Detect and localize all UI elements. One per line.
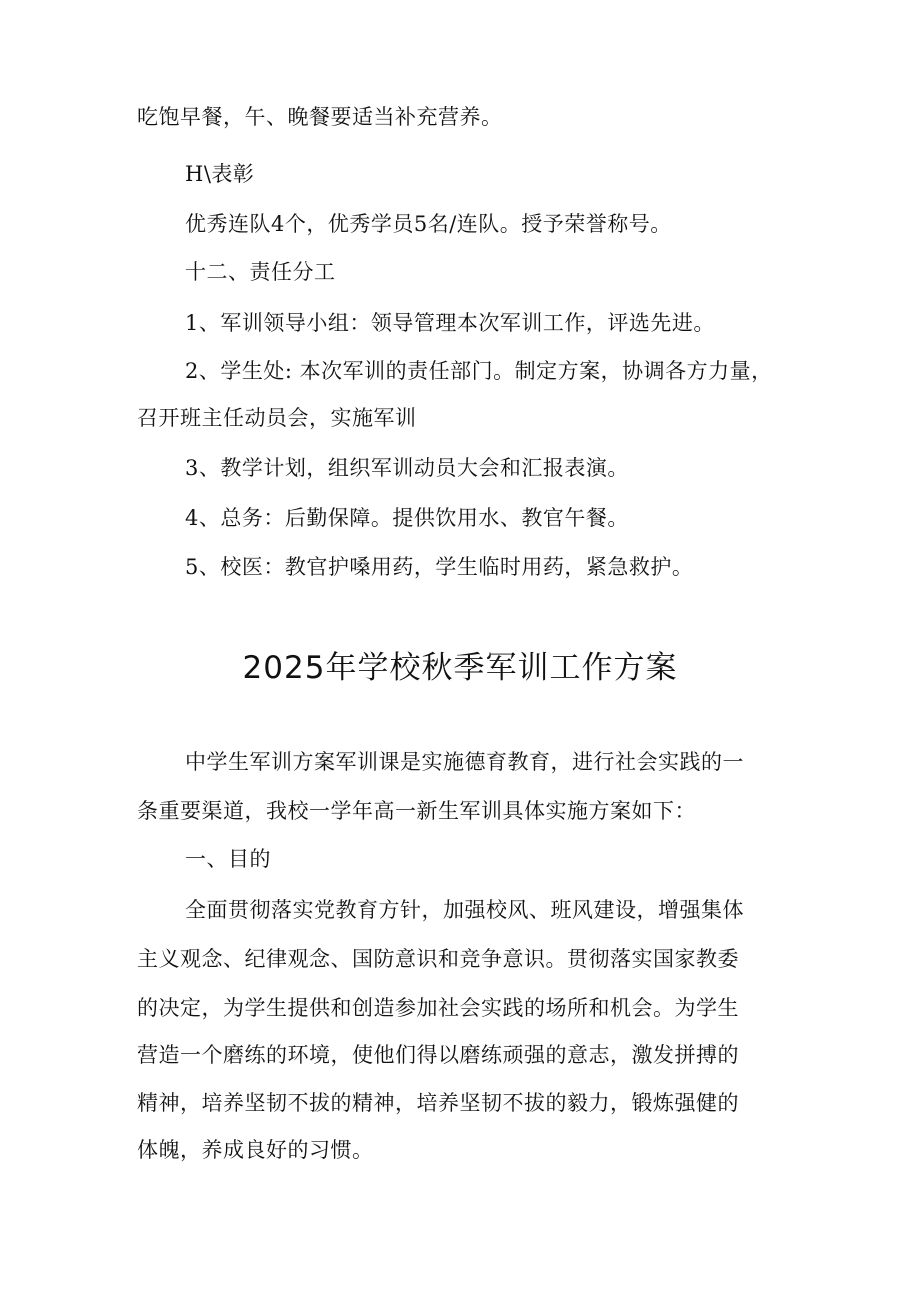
purpose-line-1: 全面贯彻落实党教育方针，加强校风、班风建设，增强集体 (185, 898, 744, 922)
list-item-student-office: 2、学生处: 本次军训的责任部门。制定方案，协调各方力量， (185, 359, 773, 383)
purpose-line-4: 营造一个磨练的环境，使他们得以磨练顽强的意志，激发拼搏的 (137, 1043, 739, 1067)
intro-line-2: 条重要渠道，我校一学年高一新生军训具体实施方案如下： (137, 799, 696, 823)
purpose-line-3: 的决定，为学生提供和创造参加社会实践的场所和机会。为学生 (137, 996, 739, 1020)
paragraph-meal-tail: 吃饱早餐，午、晚餐要适当补充营养。 (137, 105, 503, 129)
purpose-line-2: 主义观念、纪律观念、国防意识和竞争意识。贯彻落实国家教委 (137, 947, 739, 971)
paragraph-commendation: 优秀连队4个，优秀学员5名/连队。授予荣誉称号。 (185, 212, 672, 236)
heading-purpose: 一、目的 (185, 847, 271, 871)
document-title: 2025年学校秋季军训工作方案 (242, 650, 678, 686)
list-item-leadership: 1、军训领导小组：领导管理本次军训工作，评选先进。 (185, 311, 715, 335)
intro-line-1: 中学生军训方案军训课是实施德育教育，进行社会实践的一 (185, 750, 744, 774)
heading-commendation: H\表彰 (185, 162, 255, 186)
purpose-line-6: 体魄，养成良好的习惯。 (137, 1138, 374, 1162)
list-item-general-affairs: 4、总务：后勤保障。提供饮用水、教官午餐。 (185, 506, 629, 530)
purpose-line-5: 精神，培养坚韧不拔的精神，培养坚韧不拔的毅力，锻炼强健的 (137, 1091, 739, 1115)
heading-responsibility: 十二、责任分工 (185, 260, 336, 284)
list-item-teaching: 3、教学计划，组织军训动员大会和汇报表演。 (185, 456, 629, 480)
list-item-student-office-cont: 召开班主任动员会，实施军训 (137, 406, 417, 430)
list-item-school-doctor: 5、校医：教官护嗓用药，学生临时用药，紧急救护。 (185, 555, 694, 579)
